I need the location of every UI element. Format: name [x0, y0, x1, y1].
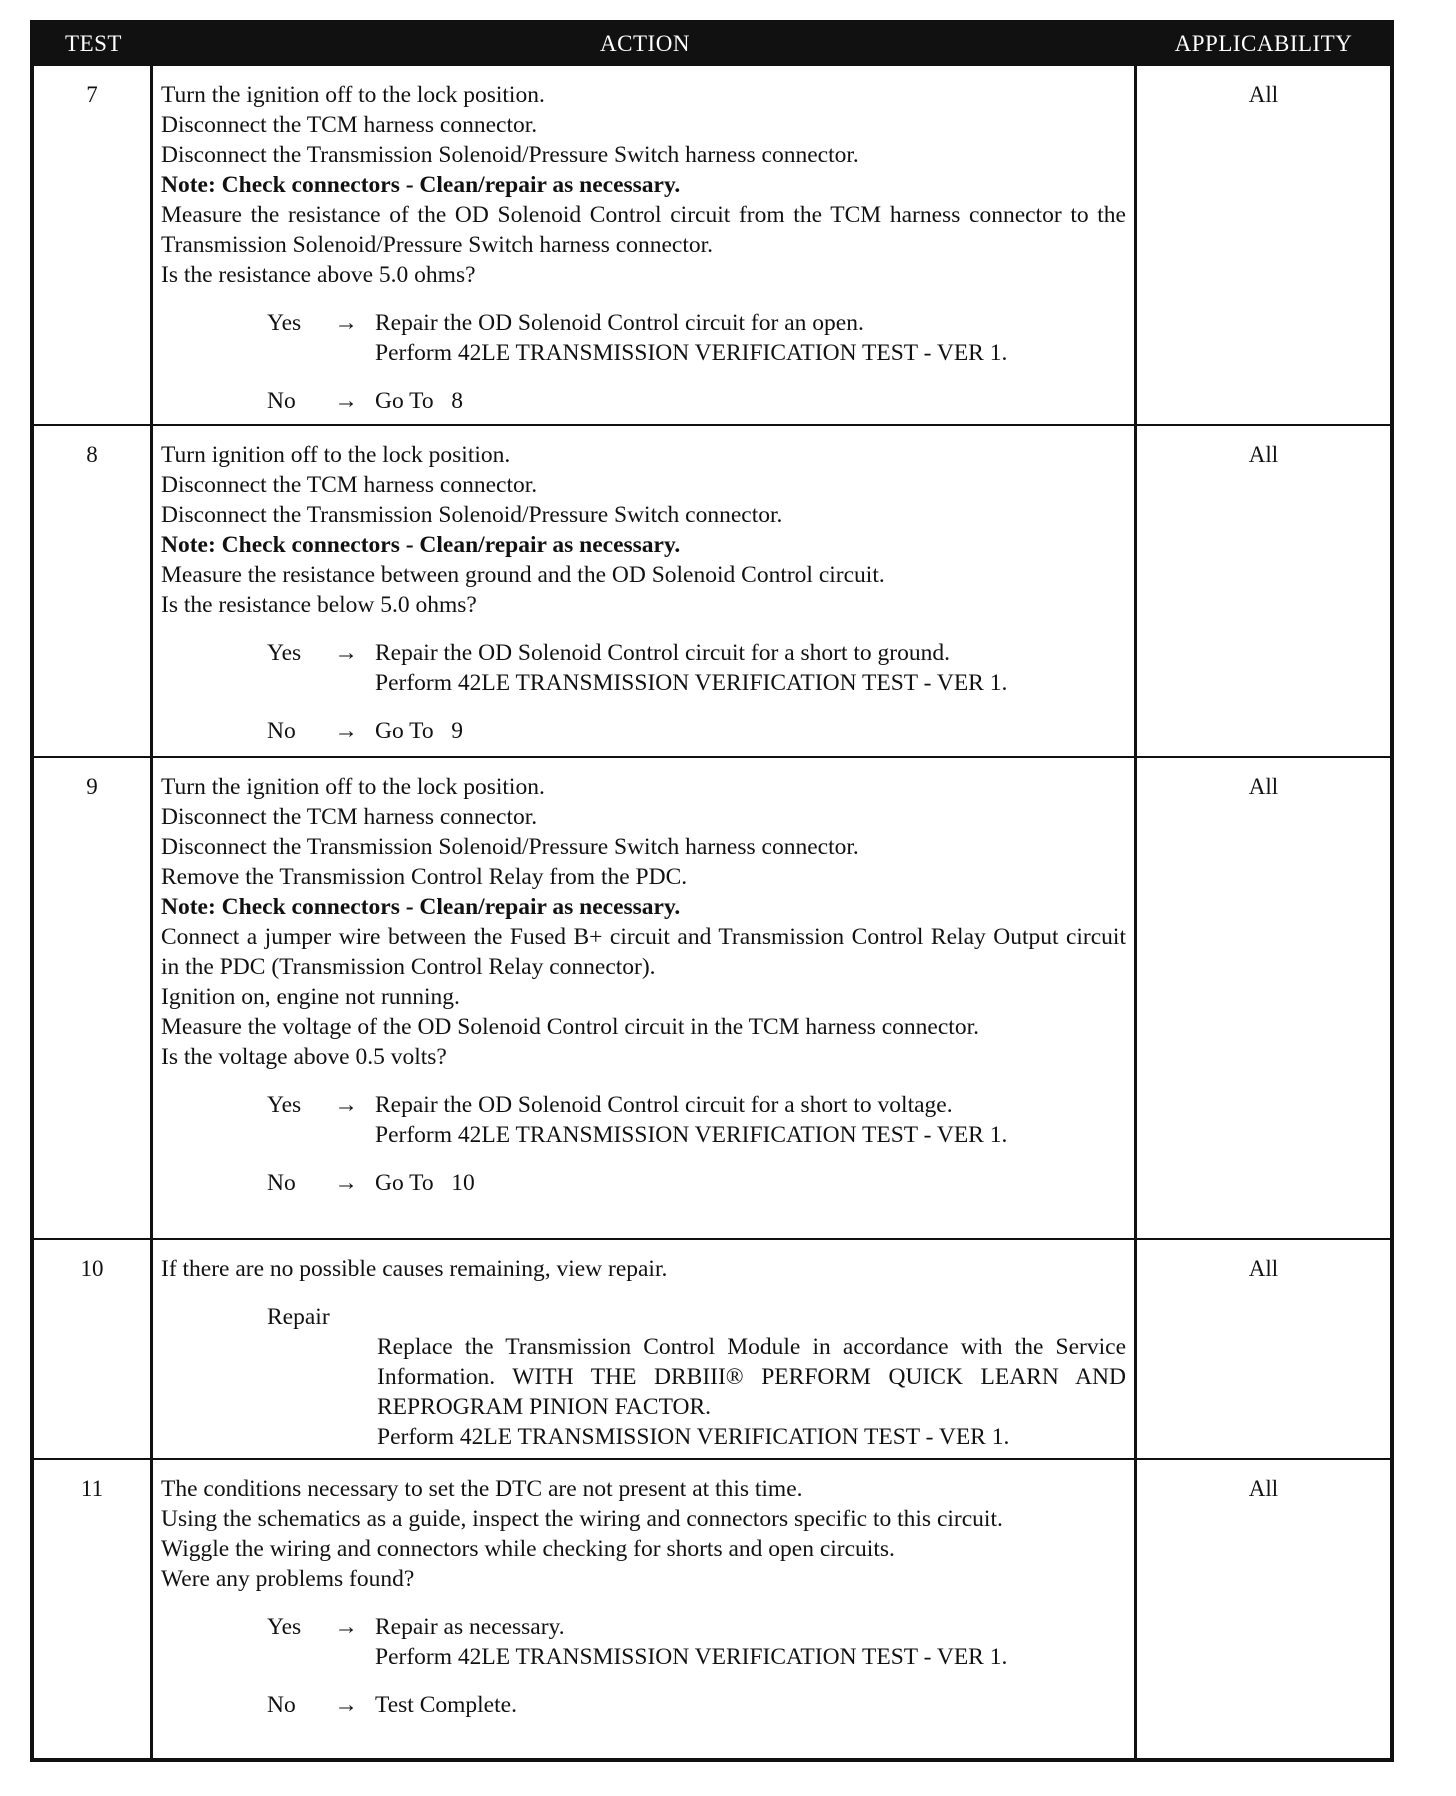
action-line: Were any problems found? — [161, 1566, 415, 1592]
action-cell — [153, 1240, 1137, 1458]
action-line: Measure the voltage of the OD Solenoid Control circuit in the TCM harness connector. — [161, 1014, 979, 1040]
action-line: Ignition on, engine not running. — [161, 984, 460, 1010]
test-number: 9 — [34, 758, 153, 1238]
note-line: Note: Check connectors - Clean/repair as necessary. — [161, 532, 681, 558]
arrow-icon: → — [334, 640, 358, 666]
action-cell — [153, 758, 1137, 1238]
yes-result: Repair the OD Solenoid Control circuit for an open. — [375, 310, 864, 336]
action-line: Is the resistance above 5.0 ohms? — [161, 262, 476, 288]
no-choice — [267, 1690, 1126, 1720]
table-row — [34, 756, 1390, 1238]
arrow-icon: → — [334, 1092, 358, 1118]
applicability: All — [1248, 774, 1279, 799]
table-header — [34, 24, 1390, 64]
yes-result: Repair the OD Solenoid Control circuit for a short to voltage. — [375, 1092, 953, 1118]
applicability: All — [1248, 1476, 1279, 1501]
action-line: Turn the ignition off to the lock position. — [161, 774, 545, 800]
yes-choice — [267, 308, 1126, 368]
action-line: The conditions necessary to set the DTC are not present at this time. — [161, 1476, 803, 1502]
repair-text — [377, 1332, 1126, 1452]
action-line: Disconnect the Transmission Solenoid/Pressure Switch harness connector. — [161, 142, 859, 168]
no-result: Go To 8 — [375, 388, 464, 414]
action-line: Disconnect the Transmission Solenoid/Pressure Switch connector. — [161, 502, 783, 528]
yes-perform: Perform 42LE TRANSMISSION VERIFICATION TEST - VER 1. — [375, 1644, 1008, 1670]
no-label: No — [267, 1692, 296, 1718]
yes-perform: Perform 42LE TRANSMISSION VERIFICATION TEST - VER 1. — [375, 1122, 1008, 1148]
applicability: All — [1248, 82, 1279, 107]
action-cell — [153, 1460, 1137, 1758]
action-line: Is the resistance below 5.0 ohms? — [161, 592, 477, 618]
test-number: 8 — [34, 426, 153, 756]
no-choice — [267, 716, 1126, 746]
header-applicability: APPLICABILITY — [1174, 31, 1353, 56]
action-line: If there are no possible causes remaining, view repair. — [161, 1256, 668, 1282]
no-choice — [267, 1168, 1126, 1198]
action-line: Measure the resistance between ground and the OD Solenoid Control circuit. — [161, 562, 885, 588]
action-line: Connect a jumper wire between the Fused B+ circuit and Transmission Control Relay Output circuit in the PDC (Transmission Control Relay connector). — [161, 924, 1126, 980]
yes-choice — [267, 1612, 1126, 1672]
arrow-icon: → — [334, 1692, 358, 1718]
no-result: Go To 10 — [375, 1170, 475, 1196]
yes-label: Yes — [267, 310, 302, 336]
diagnostic-table — [30, 20, 1394, 1762]
header-action: ACTION — [600, 31, 690, 56]
action-cell — [153, 66, 1137, 424]
action-line: Disconnect the Transmission Solenoid/Pressure Switch harness connector. — [161, 834, 859, 860]
arrow-icon: → — [334, 1614, 358, 1640]
note-line: Note: Check connectors - Clean/repair as necessary. — [161, 894, 681, 920]
header-test: TEST — [65, 31, 122, 56]
arrow-icon: → — [334, 310, 358, 336]
arrow-icon: → — [334, 388, 358, 414]
yes-label: Yes — [267, 1092, 302, 1118]
action-line: Remove the Transmission Control Relay from the PDC. — [161, 864, 688, 890]
action-line: Is the voltage above 0.5 volts? — [161, 1044, 447, 1070]
table-row — [34, 64, 1390, 424]
table-row — [34, 1458, 1390, 1758]
repair-description: Replace the Transmission Control Module in accordance with the Service Information. WITH THE DRBIII® PERFORM QUICK LEARN AND REPROGRAM PINION FACTOR. — [377, 1334, 1126, 1420]
action-line: Using the schematics as a guide, inspect the wiring and connectors specific to this circuit. — [161, 1506, 1003, 1532]
yes-result: Repair as necessary. — [375, 1614, 565, 1640]
action-line: Wiggle the wiring and connectors while checking for shorts and open circuits. — [161, 1536, 895, 1562]
no-result: Test Complete. — [375, 1692, 517, 1718]
arrow-icon: → — [334, 718, 358, 744]
yes-perform: Perform 42LE TRANSMISSION VERIFICATION TEST - VER 1. — [375, 340, 1008, 366]
applicability: All — [1248, 442, 1279, 467]
action-line: Disconnect the TCM harness connector. — [161, 112, 538, 138]
action-cell — [153, 426, 1137, 756]
no-result: Go To 9 — [375, 718, 464, 744]
no-label: No — [267, 1170, 296, 1196]
yes-label: Yes — [267, 640, 302, 666]
action-line: Disconnect the TCM harness connector. — [161, 804, 538, 830]
repair-perform: Perform 42LE TRANSMISSION VERIFICATION TEST - VER 1. — [377, 1424, 1010, 1450]
no-label: No — [267, 718, 296, 744]
yes-choice — [267, 638, 1126, 698]
test-number: 7 — [34, 66, 153, 424]
table-row — [34, 1238, 1390, 1458]
no-label: No — [267, 388, 296, 414]
yes-label: Yes — [267, 1614, 302, 1640]
applicability: All — [1248, 1256, 1279, 1281]
arrow-icon: → — [334, 1170, 358, 1196]
table-row — [34, 424, 1390, 756]
action-line: Turn the ignition off to the lock position. — [161, 82, 545, 108]
action-line: Disconnect the TCM harness connector. — [161, 472, 538, 498]
no-choice — [267, 386, 1126, 416]
test-number: 10 — [34, 1240, 153, 1458]
action-line: Measure the resistance of the OD Solenoid Control circuit from the TCM harness connector to the Transmission Solenoid/Pressure Switch harness connector. — [161, 202, 1126, 258]
yes-choice — [267, 1090, 1126, 1150]
yes-perform: Perform 42LE TRANSMISSION VERIFICATION TEST - VER 1. — [375, 670, 1008, 696]
test-number: 11 — [34, 1460, 153, 1758]
action-line: Turn ignition off to the lock position. — [161, 442, 511, 468]
repair-label: Repair — [267, 1304, 330, 1330]
note-line: Note: Check connectors - Clean/repair as necessary. — [161, 172, 681, 198]
yes-result: Repair the OD Solenoid Control circuit for a short to ground. — [375, 640, 950, 666]
